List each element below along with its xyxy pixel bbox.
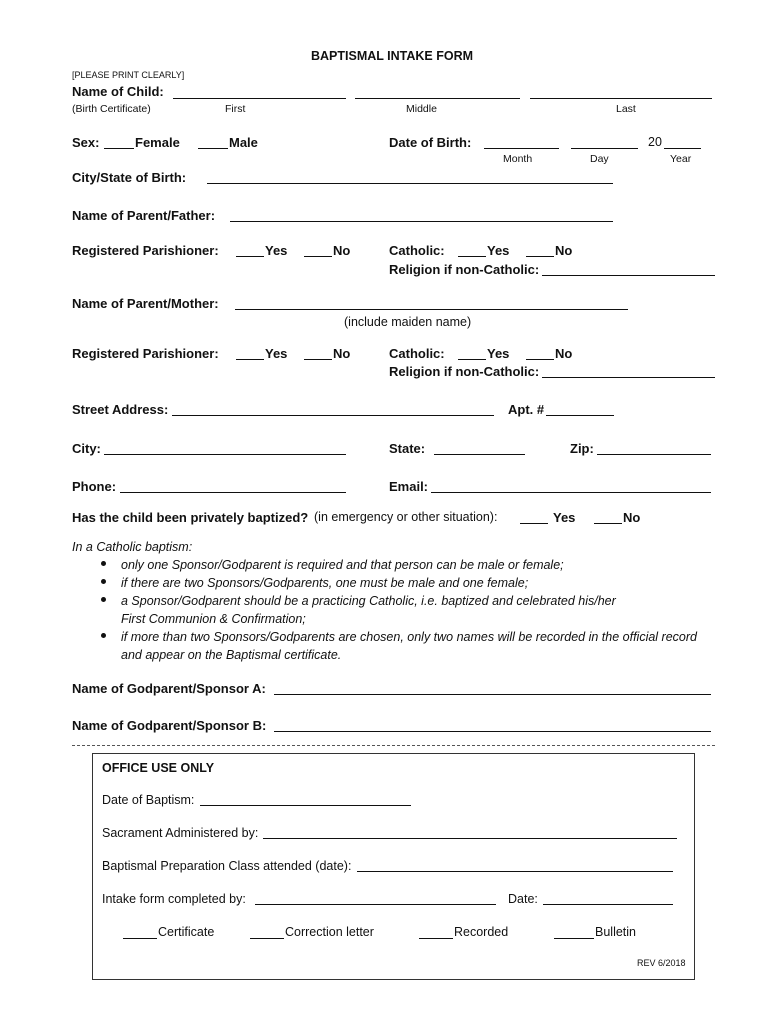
city-state-birth-label: City/State of Birth: bbox=[72, 170, 187, 185]
dob-label: Date of Birth: bbox=[389, 135, 472, 150]
dob-year-prefix: 20 bbox=[648, 135, 662, 149]
bullet-3: a Sponsor/Godparent should be a practicing Catholic, i.e. baptized and celebrated his/her bbox=[121, 594, 616, 608]
catholic-baptism-intro: In a Catholic baptism: bbox=[72, 540, 193, 554]
print-note: [PLEASE PRINT CLEARLY] bbox=[72, 70, 185, 80]
father-name-field[interactable] bbox=[230, 221, 613, 222]
phone-label: Phone: bbox=[72, 479, 117, 494]
child-middle-name-field[interactable] bbox=[355, 98, 520, 99]
mother-registered-no: No bbox=[333, 346, 351, 361]
bullet-icon bbox=[101, 597, 106, 602]
mother-registered-label: Registered Parishioner: bbox=[72, 346, 219, 361]
father-religion-label: Religion if non-Catholic: bbox=[389, 262, 540, 277]
recorded-option: Recorded bbox=[454, 925, 509, 939]
child-last-name-field[interactable] bbox=[530, 98, 712, 99]
mother-catholic-yes: Yes bbox=[487, 346, 510, 361]
revision-label: REV 6/2018 bbox=[637, 958, 686, 968]
middle-caption: Middle bbox=[406, 103, 437, 115]
date-of-baptism-field[interactable] bbox=[200, 805, 411, 806]
bullet-2: if there are two Sponsors/Godparents, one must be male and one female; bbox=[121, 576, 529, 590]
mother-catholic-no: No bbox=[555, 346, 573, 361]
father-catholic-no: No bbox=[555, 243, 573, 258]
godparent-b-label: Name of Godparent/Sponsor B: bbox=[72, 718, 267, 733]
mother-religion-field[interactable] bbox=[542, 377, 715, 378]
bulletin-option: Bulletin bbox=[595, 925, 636, 939]
city-state-birth-field[interactable] bbox=[207, 183, 613, 184]
correction-letter-option: Correction letter bbox=[285, 925, 374, 939]
mother-name-label: Name of Parent/Mother: bbox=[72, 296, 219, 311]
father-registered-no-field[interactable] bbox=[304, 256, 332, 257]
private-baptism-yes-field[interactable] bbox=[520, 523, 548, 524]
child-name-label: Name of Child: bbox=[72, 84, 164, 99]
correction-letter-field[interactable] bbox=[250, 938, 284, 939]
father-catholic-yes-field[interactable] bbox=[458, 256, 486, 257]
godparent-b-field[interactable] bbox=[274, 731, 711, 732]
father-catholic-label: Catholic: bbox=[389, 243, 445, 258]
bulletin-field[interactable] bbox=[554, 938, 594, 939]
father-registered-label: Registered Parishioner: bbox=[72, 243, 219, 258]
city-label: City: bbox=[72, 441, 101, 456]
state-label: State: bbox=[389, 441, 426, 456]
email-label: Email: bbox=[389, 479, 429, 494]
month-caption: Month bbox=[503, 153, 533, 165]
mother-registered-yes: Yes bbox=[265, 346, 288, 361]
certificate-field[interactable] bbox=[123, 938, 157, 939]
sex-female-field[interactable] bbox=[104, 148, 134, 149]
female-option: Female bbox=[135, 135, 180, 150]
sex-label: Sex: bbox=[72, 135, 100, 150]
mother-name-field[interactable] bbox=[235, 309, 628, 310]
private-baptism-question: Has the child been privately baptized? bbox=[72, 510, 309, 525]
sacrament-label: Sacrament Administered by: bbox=[102, 826, 259, 840]
state-field[interactable] bbox=[434, 454, 525, 455]
bullet-icon bbox=[101, 633, 106, 638]
form-title: BAPTISMAL INTAKE FORM bbox=[311, 49, 474, 63]
office-date-field[interactable] bbox=[543, 904, 673, 905]
recorded-field[interactable] bbox=[419, 938, 453, 939]
private-baptism-no-field[interactable] bbox=[594, 523, 622, 524]
city-field[interactable] bbox=[104, 454, 346, 455]
first-caption: First bbox=[225, 103, 246, 115]
zip-field[interactable] bbox=[597, 454, 711, 455]
year-caption: Year bbox=[670, 153, 692, 165]
mother-registered-no-field[interactable] bbox=[304, 359, 332, 360]
private-baptism-no: No bbox=[623, 510, 641, 525]
bullet-3-continued: First Communion & Confirmation; bbox=[121, 612, 306, 626]
father-registered-yes: Yes bbox=[265, 243, 288, 258]
certificate-option: Certificate bbox=[158, 925, 215, 939]
bullet-4-continued: and appear on the Baptismal certificate. bbox=[121, 648, 342, 662]
prep-class-label: Baptismal Preparation Class attended (date): bbox=[102, 859, 352, 873]
father-religion-field[interactable] bbox=[542, 275, 715, 276]
godparent-a-label: Name of Godparent/Sponsor A: bbox=[72, 681, 266, 696]
mother-religion-label: Religion if non-Catholic: bbox=[389, 364, 540, 379]
dob-month-field[interactable] bbox=[484, 148, 559, 149]
mother-catholic-no-field[interactable] bbox=[526, 359, 554, 360]
street-address-label: Street Address: bbox=[72, 402, 169, 417]
office-date-label: Date: bbox=[508, 892, 538, 906]
father-catholic-yes: Yes bbox=[487, 243, 510, 258]
dob-year-field[interactable] bbox=[664, 148, 701, 149]
phone-field[interactable] bbox=[120, 492, 346, 493]
cut-line-divider bbox=[72, 745, 715, 746]
mother-catholic-label: Catholic: bbox=[389, 346, 445, 361]
sacrament-field[interactable] bbox=[263, 838, 677, 839]
godparent-a-field[interactable] bbox=[274, 694, 711, 695]
street-address-field[interactable] bbox=[172, 415, 494, 416]
apt-field[interactable] bbox=[546, 415, 614, 416]
last-caption: Last bbox=[616, 103, 636, 115]
father-name-label: Name of Parent/Father: bbox=[72, 208, 216, 223]
male-option: Male bbox=[229, 135, 258, 150]
mother-catholic-yes-field[interactable] bbox=[458, 359, 486, 360]
date-of-baptism-label: Date of Baptism: bbox=[102, 793, 195, 807]
office-use-title: OFFICE USE ONLY bbox=[102, 761, 215, 775]
prep-class-field[interactable] bbox=[357, 871, 673, 872]
father-registered-yes-field[interactable] bbox=[236, 256, 264, 257]
sex-male-field[interactable] bbox=[198, 148, 228, 149]
private-baptism-yes: Yes bbox=[553, 510, 576, 525]
mother-registered-yes-field[interactable] bbox=[236, 359, 264, 360]
birth-certificate-note: (Birth Certificate) bbox=[72, 103, 151, 115]
email-field[interactable] bbox=[431, 492, 711, 493]
maiden-name-note: (include maiden name) bbox=[344, 315, 472, 329]
bullet-icon bbox=[101, 579, 106, 584]
bullet-1: only one Sponsor/Godparent is required and that person can be male or female; bbox=[121, 558, 564, 572]
completed-by-label: Intake form completed by: bbox=[102, 892, 246, 906]
private-baptism-note: (in emergency or other situation): bbox=[314, 510, 498, 524]
father-catholic-no-field[interactable] bbox=[526, 256, 554, 257]
bullet-icon bbox=[101, 561, 106, 566]
bullet-4: if more than two Sponsors/Godparents are chosen, only two names will be recorded in the official record bbox=[121, 630, 697, 644]
child-first-name-field[interactable] bbox=[173, 98, 346, 99]
apt-label: Apt. # bbox=[508, 402, 545, 417]
father-registered-no: No bbox=[333, 243, 351, 258]
day-caption: Day bbox=[590, 153, 609, 165]
completed-by-field[interactable] bbox=[255, 904, 496, 905]
dob-day-field[interactable] bbox=[571, 148, 638, 149]
zip-label: Zip: bbox=[570, 441, 594, 456]
